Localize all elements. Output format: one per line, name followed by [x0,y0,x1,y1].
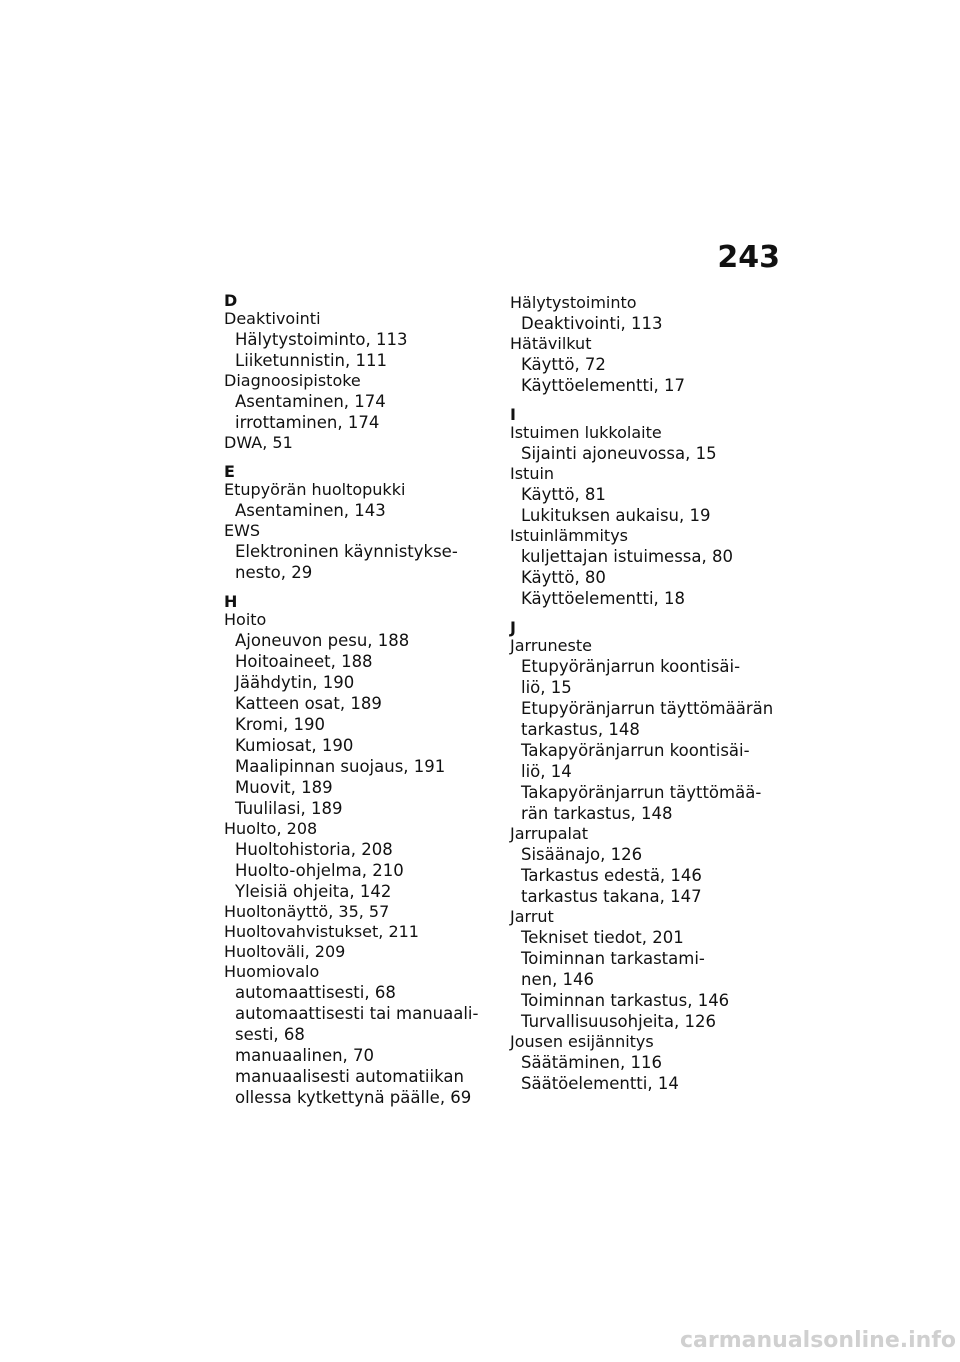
index-entry [510,464,780,526]
index-subentry: Tuulilasi, 189 [235,799,343,818]
index-entry [510,636,780,824]
index-term: Istuinlämmitys [510,526,628,545]
index-subentry: ollessa kytkettynä päälle, 69 [235,1088,472,1107]
index-subentry: Hälytystoiminto, 113 [235,330,408,349]
index-term: Diagnoosipistoke [224,371,361,390]
index-term: Jarrut [510,907,554,926]
index-subentry: Elektroninen käynnistykse- [235,542,458,561]
index-subentry: Sisäänajo, 126 [521,845,643,864]
index-subentry: Takapyöränjarrun täyttömää- [521,783,762,802]
section-letter: H [224,592,238,611]
index-term: Etupyörän huoltopukki [224,480,406,499]
index-subentry: Deaktivointi, 113 [521,314,663,333]
index-entry [224,309,494,371]
index-entry [510,526,780,609]
section-letter: J [510,618,516,637]
index-subentry: Säätöelementti, 14 [521,1074,679,1093]
index-subentry: Käyttöelementti, 18 [521,589,686,608]
index-entry [224,371,494,433]
index-term: Huoltovahvistukset, 211 [224,922,419,941]
watermark: carmanualsonline.info [680,1328,956,1353]
index-subentry: sesti, 68 [235,1025,305,1044]
index-term: Deaktivointi [224,309,321,328]
index-subentry: Liiketunnistin, 111 [235,351,387,370]
index-term: Huoltoväli, 209 [224,942,346,961]
section-letter: E [224,462,235,481]
index-subentry: Asentaminen, 143 [235,501,386,520]
index-subentry: Kromi, 190 [235,715,325,734]
index-term: Hälytystoiminto [510,293,637,312]
index-subentry: rän tarkastus, 148 [521,804,673,823]
index-entry [510,907,780,1032]
index-subentry: Huoltohistoria, 208 [235,840,393,859]
page-number: 243 [717,240,780,275]
section-letter: D [224,291,238,310]
index-subentry: Hoitoaineet, 188 [235,652,373,671]
index-term: Huomiovalo [224,962,320,981]
index-term: Istuin [510,464,555,483]
index-entry [510,293,780,334]
index-entry [510,1032,780,1094]
section-letter: I [510,405,516,424]
index-subentry: automaattisesti tai manuaali- [235,1004,479,1023]
index-entry [224,521,494,583]
index-subentry: Muovit, 189 [235,778,333,797]
index-subentry: Takapyöränjarrun koontisäi- [521,741,750,760]
index-term: Jousen esijännitys [510,1032,654,1051]
index-term: Jarruneste [510,636,592,655]
index-subentry: Tarkastus edestä, 146 [521,866,702,885]
index-subentry: Käyttöelementti, 17 [521,376,686,395]
index-entry [224,480,494,521]
index-entry [224,433,494,453]
index-subentry: tarkastus takana, 147 [521,887,702,906]
index-section [224,594,494,1108]
index-section [224,293,494,453]
index-subentry: Käyttö, 72 [521,355,606,374]
index-subentry: Katteen osat, 189 [235,694,382,713]
index-subentry: irrottaminen, 174 [235,413,380,432]
index-subentry: liö, 14 [521,762,572,781]
index-term: EWS [224,521,261,540]
index-subentry: Toiminnan tarkastus, 146 [521,991,730,1010]
index-term: Jarrupalat [510,824,589,843]
index-subentry: Lukituksen aukaisu, 19 [521,506,711,525]
index-section [510,293,780,396]
index-term: DWA, 51 [224,433,293,452]
index-subentry: Yleisiä ohjeita, 142 [235,882,392,901]
index-subentry: Ajoneuvon pesu, 188 [235,631,410,650]
index-subentry: Maalipinnan suojaus, 191 [235,757,446,776]
index-subentry: Jäähdytin, 190 [235,673,355,692]
index-subentry: Kumiosat, 190 [235,736,354,755]
index-entry [224,902,494,922]
index-subentry: kuljettajan istuimessa, 80 [521,547,733,566]
index-subentry: automaattisesti, 68 [235,983,396,1002]
index-entry [224,922,494,942]
index-subentry: manuaalisesti automatiikan [235,1067,464,1086]
index-subentry: Säätäminen, 116 [521,1053,662,1072]
index-subentry: Huolto-ohjelma, 210 [235,861,404,880]
index-entry [224,610,494,819]
index-entry [510,334,780,396]
index-subentry: Turvallisuusohjeita, 126 [521,1012,716,1031]
index-term: Huolto, 208 [224,819,318,838]
index-section [510,620,780,1094]
index-subentry: Sijainti ajoneuvossa, 15 [521,444,717,463]
index-entry [224,962,494,1108]
index-subentry: liö, 15 [521,678,572,697]
index-subentry: tarkastus, 148 [521,720,640,739]
index-column-left [224,293,494,1108]
index-subentry: Toiminnan tarkastami- [521,949,705,968]
index-term: Huoltonäyttö, 35, 57 [224,902,390,921]
index-column-right [510,293,780,1094]
index-term: Hoito [224,610,267,629]
index-entry [224,942,494,962]
index-subentry: nen, 146 [521,970,595,989]
index-subentry: Tekniset tiedot, 201 [521,928,684,947]
index-subentry: nesto, 29 [235,563,313,582]
index-section [224,464,494,583]
index-entry [510,423,780,464]
index-subentry: manuaalinen, 70 [235,1046,375,1065]
index-subentry: Etupyöränjarrun koontisäi- [521,657,741,676]
index-subentry: Etupyöränjarrun täyttömäärän [521,699,774,718]
index-term: Hätävilkut [510,334,592,353]
index-entry [510,824,780,907]
index-subentry: Käyttö, 81 [521,485,606,504]
index-subentry: Asentaminen, 174 [235,392,386,411]
index-section [510,407,780,609]
index-term: Istuimen lukkolaite [510,423,662,442]
index-entry [224,819,494,902]
index-subentry: Käyttö, 80 [521,568,606,587]
